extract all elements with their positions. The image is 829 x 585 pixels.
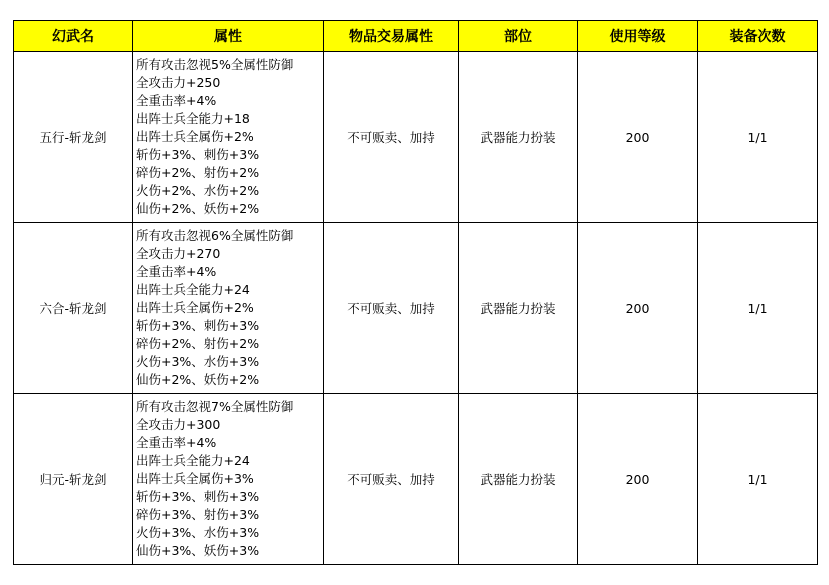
attributes-cell — [133, 223, 324, 394]
attributes-cell — [133, 52, 324, 223]
attribute-line: 火伤+2%、水伤+2% — [136, 183, 260, 198]
attribute-line: 所有攻击忽视7%全属性防御 — [136, 399, 294, 414]
attribute-line: 出阵士兵全属伤+3% — [136, 471, 254, 486]
attribute-line: 全攻击力+270 — [136, 246, 221, 261]
table-row — [14, 223, 818, 394]
header-level: 使用等级 — [578, 21, 698, 52]
attribute-line: 全重击率+4% — [136, 264, 217, 279]
attribute-line: 出阵士兵全属伤+2% — [136, 129, 254, 144]
attribute-line: 碎伤+2%、射伤+2% — [136, 336, 260, 351]
table-row — [14, 52, 818, 223]
attribute-line: 全重击率+4% — [136, 93, 217, 108]
equip-count-cell: 1/1 — [698, 223, 818, 394]
attribute-line: 碎伤+2%、射伤+2% — [136, 165, 260, 180]
trade-cell: 不可贩卖、加持 — [324, 394, 459, 565]
attribute-line: 斩伤+3%、刺伤+3% — [136, 489, 260, 504]
equip-count-cell: 1/1 — [698, 394, 818, 565]
trade-cell: 不可贩卖、加持 — [324, 223, 459, 394]
level-cell: 200 — [578, 52, 698, 223]
slot-cell: 武器能力扮装 — [459, 223, 578, 394]
attribute-line: 仙伤+2%、妖伤+2% — [136, 372, 260, 387]
attribute-line: 出阵士兵全能力+24 — [136, 282, 250, 297]
weapon-name: 六合-斩龙剑 — [14, 223, 133, 394]
attribute-line: 火伤+3%、水伤+3% — [136, 354, 260, 369]
slot-cell: 武器能力扮装 — [459, 52, 578, 223]
level-cell: 200 — [578, 223, 698, 394]
header-name: 幻武名 — [14, 21, 133, 52]
trade-cell: 不可贩卖、加持 — [324, 52, 459, 223]
attribute-line: 全攻击力+300 — [136, 417, 221, 432]
attribute-line: 所有攻击忽视6%全属性防御 — [136, 228, 294, 243]
level-cell: 200 — [578, 394, 698, 565]
attribute-line: 出阵士兵全属伤+2% — [136, 300, 254, 315]
attribute-line: 所有攻击忽视5%全属性防御 — [136, 57, 294, 72]
header-trade: 物品交易属性 — [324, 21, 459, 52]
header-slot: 部位 — [459, 21, 578, 52]
header-row — [14, 21, 818, 52]
table-row — [14, 394, 818, 565]
attributes-cell — [133, 394, 324, 565]
attribute-line: 全重击率+4% — [136, 435, 217, 450]
header-attributes: 属性 — [133, 21, 324, 52]
attribute-line: 出阵士兵全能力+18 — [136, 111, 250, 126]
equip-count-cell: 1/1 — [698, 52, 818, 223]
attribute-line: 火伤+3%、水伤+3% — [136, 525, 260, 540]
attribute-line: 斩伤+3%、刺伤+3% — [136, 318, 260, 333]
attribute-line: 仙伤+3%、妖伤+3% — [136, 543, 260, 558]
weapon-skin-table — [13, 20, 818, 565]
weapon-name: 五行-斩龙剑 — [14, 52, 133, 223]
weapon-name: 归元-斩龙剑 — [14, 394, 133, 565]
attribute-line: 碎伤+3%、射伤+3% — [136, 507, 260, 522]
attribute-line: 仙伤+2%、妖伤+2% — [136, 201, 260, 216]
slot-cell: 武器能力扮装 — [459, 394, 578, 565]
attribute-line: 斩伤+3%、刺伤+3% — [136, 147, 260, 162]
attribute-line: 出阵士兵全能力+24 — [136, 453, 250, 468]
attribute-line: 全攻击力+250 — [136, 75, 221, 90]
header-equip-count: 装备次数 — [698, 21, 818, 52]
